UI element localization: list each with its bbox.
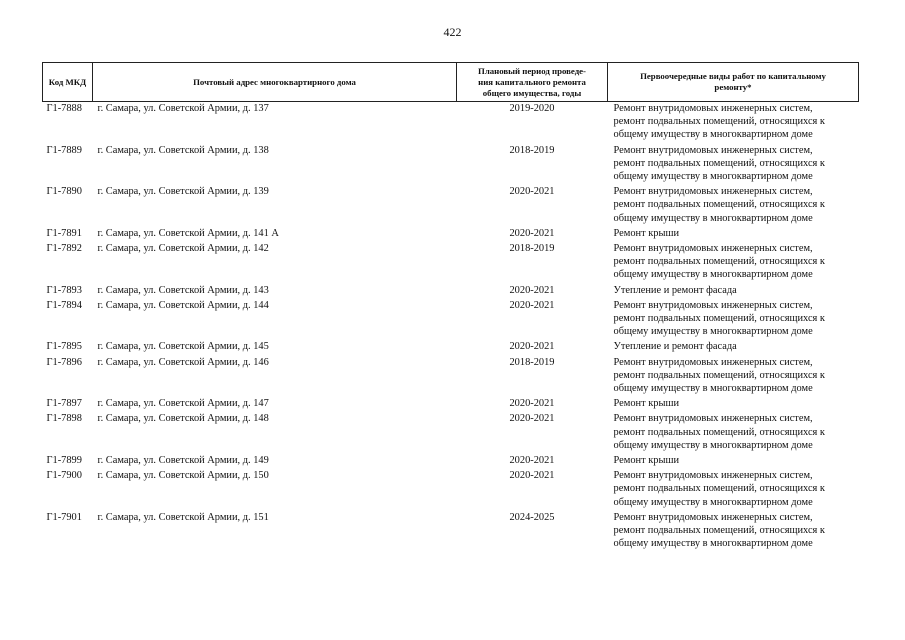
work-line: Ремонт внутридомовых инженерных систем,: [613, 413, 813, 425]
table-row: [43, 227, 859, 242]
cell-period: 2020-2021: [509, 413, 555, 425]
work-line: Ремонт внутридомовых инженерных систем,: [613, 356, 813, 368]
table-body: [43, 102, 859, 553]
cell-period: 2024-2025: [509, 511, 555, 523]
work-line: общему имуществу в многоквартирном доме: [613, 269, 813, 281]
cell-address: г. Самара, ул. Советской Армии, д. 139: [97, 186, 269, 198]
cell-period: 2020-2021: [509, 470, 555, 482]
cell-works: [608, 102, 859, 144]
table-row: [43, 102, 859, 144]
cell-address: г. Самара, ул. Советской Армии, д. 137: [97, 103, 269, 114]
work-line: общему имуществу в многоквартирном доме: [613, 496, 813, 508]
cell-period: 2020-2021: [509, 284, 555, 296]
page-number: 422: [443, 25, 462, 39]
work-line: ремонт подвальных помещений, относящихся к: [613, 157, 825, 169]
work-line: Ремонт крыши: [613, 227, 680, 239]
cell-period: 2020-2021: [509, 341, 555, 353]
cell-period: 2020-2021: [509, 186, 555, 198]
cell-code: Г1-7901: [46, 511, 82, 523]
work-line: общему имуществу в многоквартирном доме: [613, 538, 813, 550]
cell-address: г. Самара, ул. Советской Армии, д. 150: [97, 470, 269, 482]
work-line: ремонт подвальных помещений, относящихся к: [613, 199, 825, 211]
cell-address: г. Самара, ул. Советской Армии, д. 138: [97, 144, 269, 156]
cell-code: Г1-7889: [46, 144, 82, 156]
work-line: ремонт подвальных помещений, относящихся к: [613, 116, 825, 128]
work-line: Ремонт внутридомовых инженерных систем,: [613, 470, 813, 482]
cell-works: [608, 356, 859, 398]
cell-address: г. Самара, ул. Советской Армии, д. 146: [97, 356, 269, 368]
cell-code: Г1-7891: [46, 227, 82, 239]
cell-period: 2020-2021: [509, 455, 555, 467]
cell-works: [608, 227, 859, 242]
work-line: общему имуществу в многоквартирном доме: [613, 439, 813, 451]
work-line: Ремонт внутридомовых инженерных систем,: [613, 243, 813, 255]
header-period-line: Плановый период проведе-: [477, 65, 586, 76]
capital-repair-table: [42, 62, 859, 553]
cell-works: [608, 340, 859, 355]
work-line: ремонт подвальных помещений, относящихся к: [613, 369, 825, 381]
cell-period: 2019-2020: [509, 103, 555, 114]
work-line: Ремонт внутридомовых инженерных систем,: [613, 144, 813, 156]
cell-period: 2018-2019: [509, 144, 555, 156]
cell-address: г. Самара, ул. Советской Армии, д. 147: [97, 398, 269, 410]
cell-works: [608, 397, 859, 412]
cell-code: Г1-7893: [46, 284, 82, 296]
cell-period: 2020-2021: [509, 398, 555, 410]
table-row: [43, 397, 859, 412]
cell-works: [608, 185, 859, 227]
cell-works: [608, 284, 859, 299]
table-row: [43, 299, 859, 341]
work-line: Ремонт внутридомовых инженерных систем,: [613, 103, 813, 114]
cell-address: г. Самара, ул. Советской Армии, д. 144: [97, 299, 269, 311]
table-row: [43, 454, 859, 469]
work-line: общему имуществу в многоквартирном доме: [613, 212, 813, 224]
cell-code: Г1-7890: [46, 186, 82, 198]
table-row: [43, 144, 859, 186]
work-line: Ремонт внутридомовых инженерных систем,: [613, 186, 813, 198]
cell-address: г. Самара, ул. Советской Армии, д. 141 А: [97, 227, 279, 239]
work-line: Ремонт крыши: [613, 398, 680, 410]
cell-code: Г1-7896: [46, 356, 82, 368]
work-line: Ремонт крыши: [613, 455, 680, 467]
work-line: общему имуществу в многоквартирном доме: [613, 326, 813, 338]
work-line: Ремонт внутридомовых инженерных систем,: [613, 299, 813, 311]
header-period-line: ния капитального ремонта: [478, 76, 586, 87]
cell-period: 2020-2021: [509, 299, 555, 311]
work-line: ремонт подвальных помещений, относящихся к: [613, 426, 825, 438]
table-row: [43, 242, 859, 284]
table-row: [43, 356, 859, 398]
header-works-line: Первоочередные виды работ по капитальному: [640, 71, 826, 81]
header-works: [608, 63, 859, 102]
cell-address: г. Самара, ул. Советской Армии, д. 151: [97, 511, 269, 523]
work-line: Ремонт внутридомовых инженерных систем,: [613, 511, 813, 523]
cell-works: [608, 511, 859, 553]
cell-address: г. Самара, ул. Советской Армии, д. 149: [97, 455, 269, 467]
work-line: общему имуществу в многоквартирном доме: [613, 129, 813, 141]
cell-works: [608, 469, 859, 511]
work-line: Утепление и ремонт фасада: [613, 284, 737, 296]
table-header-row: [43, 63, 859, 102]
cell-code: Г1-7895: [46, 341, 82, 353]
work-line: ремонт подвальных помещений, относящихся к: [613, 256, 825, 268]
cell-address: г. Самара, ул. Советской Армии, д. 143: [97, 284, 269, 296]
cell-code: Г1-7899: [46, 455, 82, 467]
work-line: ремонт подвальных помещений, относящихся к: [613, 525, 825, 537]
cell-period: 2020-2021: [509, 227, 555, 239]
cell-address: г. Самара, ул. Советской Армии, д. 148: [97, 413, 269, 425]
header-works-line: ремонту*: [714, 82, 752, 92]
table-row: [43, 412, 859, 454]
cell-period: 2018-2019: [509, 243, 555, 255]
header-address: Почтовый адрес многоквартирного дома: [93, 63, 457, 102]
header-period-line: общего имущества, годы: [482, 87, 582, 98]
work-line: общему имуществу в многоквартирном доме: [613, 383, 813, 395]
table-row: [43, 511, 859, 553]
cell-works: [608, 242, 859, 284]
work-line: общему имуществу в многоквартирном доме: [613, 171, 813, 183]
cell-code: Г1-7892: [46, 243, 82, 255]
cell-works: [608, 144, 859, 186]
table-row: [43, 284, 859, 299]
cell-works: [608, 299, 859, 341]
work-line: Утепление и ремонт фасада: [613, 341, 737, 353]
cell-period: 2018-2019: [509, 356, 555, 368]
cell-address: г. Самара, ул. Советской Армии, д. 145: [97, 341, 269, 353]
table-row: [43, 340, 859, 355]
table-row: [43, 469, 859, 511]
cell-code: Г1-7900: [46, 470, 82, 482]
cell-works: [608, 412, 859, 454]
header-period: [457, 63, 608, 102]
work-line: ремонт подвальных помещений, относящихся к: [613, 313, 825, 325]
cell-code: Г1-7894: [46, 299, 82, 311]
cell-code: Г1-7897: [46, 398, 82, 410]
header-code: Код МКД: [43, 63, 93, 102]
work-line: ремонт подвальных помещений, относящихся к: [613, 483, 825, 495]
cell-code: Г1-7888: [46, 103, 82, 114]
cell-works: [608, 454, 859, 469]
cell-code: Г1-7898: [46, 413, 82, 425]
table-row: [43, 185, 859, 227]
cell-address: г. Самара, ул. Советской Армии, д. 142: [97, 243, 269, 255]
